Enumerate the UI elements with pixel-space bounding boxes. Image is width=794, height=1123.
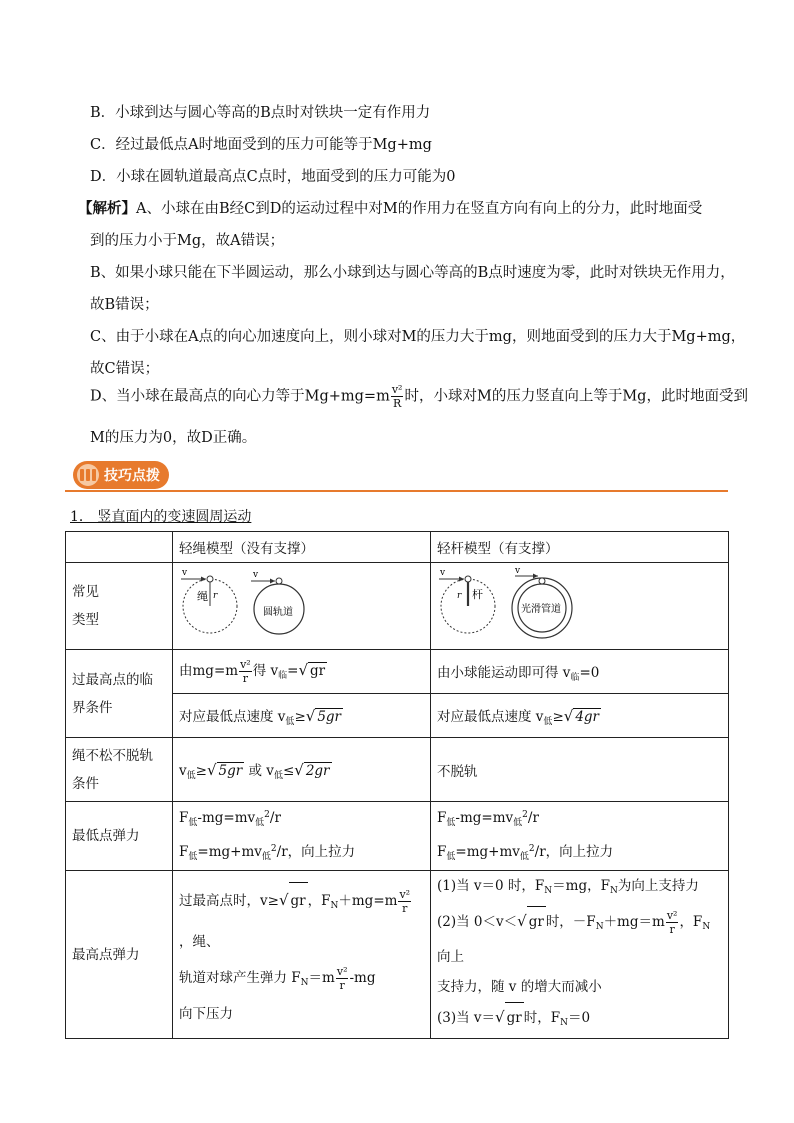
analysis-d-post: 时，小球对M的压力竖直向上等于Mg，此时地面受到	[404, 388, 748, 405]
sub-low: 低	[543, 716, 553, 727]
rope-low-speed: 对应最低点速度 $v_低\ge√$ 5gr	[173, 694, 431, 738]
sqrt-5gr-b: 5gr	[218, 762, 243, 779]
rope-low-force	[173, 802, 431, 871]
rope-loose: $v_低\ge√$ 5gr 或 $v_低\le√$ 2gr	[173, 738, 431, 802]
sqrt-5gr: 5gr	[317, 708, 341, 725]
sub-critical: 临	[570, 672, 580, 683]
ge: ≥	[552, 708, 564, 725]
rod-critical-text: 由小球能运动即可得 v	[437, 664, 571, 681]
d-frac-num: v²	[391, 383, 403, 396]
analysis-d-line1	[90, 384, 748, 409]
rod-tube-figure	[437, 564, 723, 644]
analysis-b-line2: 故B错误；	[90, 297, 159, 313]
option-b: B．小球到达与圆心等高的B点时对铁块一定有作用力	[90, 105, 431, 121]
row-loose-line1: 绳不松不脱轨	[72, 747, 153, 764]
fig-r2: r	[457, 591, 462, 601]
header-rod: 轻杆模型（有支撑）	[431, 532, 729, 563]
rod-low-f2: $F_低=mg+mv_低^2/r$，向上拉力	[437, 844, 614, 862]
fig-tube-label: 光滑管道	[521, 604, 561, 615]
rod-top-line3: 支持力，随 v 的增大而减小	[437, 979, 602, 995]
rod-critical	[431, 650, 729, 694]
fig-track-label: 圆轨道	[263, 607, 293, 618]
sub-critical: 临	[278, 671, 288, 681]
sub-low: 低	[186, 770, 196, 781]
rod-top-force	[431, 871, 729, 1039]
rope-top-line3: 向下压力	[179, 1006, 233, 1022]
rope-low-text: 对应最低点速度 v	[179, 708, 286, 725]
row-type-label	[66, 563, 173, 650]
rope-critical-pre: 由mg=m	[179, 663, 239, 679]
analysis-c-line2: 故C错误；	[90, 361, 160, 377]
analysis-d-pre: D、当小球在最高点的向心力等于Mg+mg=m	[90, 388, 390, 405]
fig-v1: v	[182, 568, 188, 578]
rope-critical: 由mg=m $\frac{\text{v²}}{r}$ 得 $v_临=√$ gr	[173, 650, 431, 694]
badge-underline	[65, 490, 728, 492]
d-frac-den: R	[393, 397, 402, 410]
rope-critical-frac	[239, 659, 252, 684]
option-c: C．经过最低点A时地面受到的压力可能等于Mg+mg	[90, 137, 432, 153]
analysis-d-line2: M的压力为0，故D正确。	[90, 430, 257, 446]
rope-low-f1: $F_低-mg=mv_低^2/r$	[179, 810, 281, 828]
row-type-line1: 常见	[72, 584, 99, 600]
ge: ≥	[294, 708, 306, 725]
rope-track-figure	[179, 564, 425, 644]
rope-low-f2: $F_低=mg+mv_低^2/r$，向上拉力	[179, 844, 356, 862]
analysis-b-line1: B、如果小球只能在下半圆运动，那么小球到达与圆心等高的B点时速度为零，此时对铁块无作用力，	[90, 265, 735, 281]
analysis-a-text: A、小球在由B经C到D的运动过程中对M的作用力在竖直方向有向上的分力，此时地面受	[136, 201, 703, 217]
analysis-a-line2: 到的压力小于Mg，故A错误；	[90, 233, 285, 249]
option-d: D．小球在圆轨道最高点C点时，地面受到的压力可能为0	[90, 169, 456, 185]
row-loose-label	[66, 738, 173, 802]
ge: ≥	[195, 762, 207, 779]
badge-label: 技巧点拨	[104, 468, 160, 484]
rod-figures	[431, 563, 729, 650]
fig-v3: v	[440, 568, 446, 578]
rod-top-line1: (1)当 v＝0 时，$F_N=mg$，$F_N$为向上支持力	[437, 878, 699, 896]
fig-v2: v	[253, 570, 259, 580]
header-rope: 轻绳模型（没有支撑）	[173, 532, 431, 563]
row-low-force-label: 最低点弹力	[66, 802, 173, 871]
books-icon	[77, 464, 99, 486]
fig-r1: r	[213, 591, 218, 601]
tips-badge	[73, 461, 169, 489]
rod-low-force	[431, 802, 729, 871]
frac-den: r	[242, 672, 248, 685]
le: ≤	[282, 762, 295, 779]
row-critical-line2: 界条件	[72, 699, 113, 716]
row-type-line2: 类型	[72, 612, 99, 628]
rope-top-line1: 过最高点时，v≥√ gr ，$F_N+mg=m$ $\frac{\text{v²}}{r}$ ，绳、	[179, 882, 424, 960]
row-critical-label	[66, 650, 173, 738]
rope-figures	[173, 563, 431, 650]
row-top-force-label: 最高点弹力	[66, 871, 173, 1039]
row-loose-line2: 条件	[72, 775, 99, 792]
rod-low-speed: 对应最低点速度 $v_低\ge√$ 4gr	[431, 694, 729, 738]
fig-rod-label: 杆	[472, 588, 483, 601]
rod-top-line4: (3)当 v＝√ gr 时，$F_N=0$	[437, 1002, 722, 1038]
rod-loose: 不脱轨	[431, 738, 729, 802]
d-fraction	[391, 384, 404, 409]
fig-rope-label: 绳	[197, 590, 208, 603]
sqrt-4gr: 4gr	[575, 708, 599, 725]
rod-low-text: 对应最低点速度 v	[437, 708, 544, 725]
sub-low: 低	[285, 716, 295, 727]
eq: =	[287, 663, 299, 679]
fig-v4: v	[515, 566, 521, 576]
sub-low: 低	[273, 770, 283, 781]
rod-low-f1: $F_低-mg=mv_低^2/r$	[437, 810, 539, 828]
rope-top-line2: 轨道对球产生弹力 $F_N=m$ $\frac{\text{v²}}{r}$ -mg	[179, 965, 376, 992]
analysis-tag: 【解析】	[78, 200, 136, 217]
rod-critical-eq: =0	[579, 664, 600, 681]
row-critical-line1: 过最高点的临	[72, 671, 153, 688]
sqrt-2gr: 2gr	[305, 762, 330, 779]
or-v: 或 v	[248, 762, 274, 779]
header-empty	[66, 532, 173, 563]
rope-top-force	[173, 871, 431, 1039]
analysis-a-line1	[78, 199, 702, 219]
section-title: 1． 竖直面内的变速圆周运动	[70, 509, 252, 525]
sqrt-gr: gr	[310, 663, 326, 679]
frac-num: v²	[240, 658, 251, 671]
model-table	[65, 531, 729, 1039]
analysis-c-line1: C、由于小球在A点的向心加速度向上，则小球对M的压力大于mg，则地面受到的压力大于Mg+mg，	[90, 329, 746, 345]
rope-critical-post: 得 v	[252, 663, 279, 679]
rod-top-line2: (2)当 0＜v＜√ gr 时，$-F_N+mg=m$ $\frac{\text{v²}}{r}$ ，$F_N$向上	[437, 906, 722, 972]
v-a: v	[179, 762, 187, 779]
